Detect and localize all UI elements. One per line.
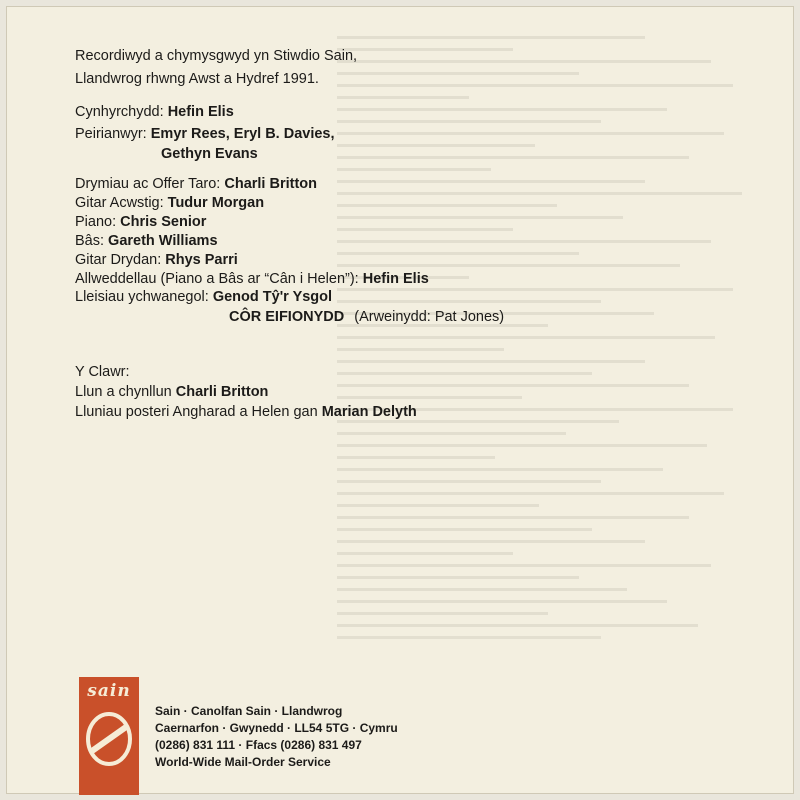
musician-credit xyxy=(75,251,429,269)
recording-line-1: Recordiwyd a chymysgwyd yn Stiwdio Sain, xyxy=(75,48,358,64)
vocals-name-1: Genod Tŷ'r Ysgol xyxy=(212,289,333,305)
musician-credits xyxy=(75,175,429,288)
recording-info xyxy=(75,47,357,88)
engineers-credit xyxy=(75,125,335,143)
musician-role: Gitar Acwstig: xyxy=(75,195,164,211)
address-line-1: Sain · Canolfan Sain · Llandwrog xyxy=(155,704,343,718)
engineers-credit-cont xyxy=(75,145,335,163)
vocal-credits xyxy=(75,288,504,326)
musician-credit xyxy=(75,232,429,250)
address-line-4: World-Wide Mail-Order Service xyxy=(155,755,331,769)
musician-name: Gareth Williams xyxy=(108,233,218,249)
musician-name: Hefin Elis xyxy=(362,271,429,287)
cover-photo-credit xyxy=(75,403,417,421)
sain-logo xyxy=(79,677,139,795)
cover-heading: Y Clawr: xyxy=(75,364,130,380)
engineers-label: Peirianwyr: xyxy=(75,126,147,142)
musician-credit xyxy=(75,175,429,193)
vocal-credit-2 xyxy=(75,308,504,326)
musician-credit xyxy=(75,270,429,288)
cover-credits xyxy=(75,363,417,421)
musician-name: Charli Britton xyxy=(224,176,317,192)
musician-role: Piano: xyxy=(75,214,117,230)
musician-name: Rhys Parri xyxy=(165,252,238,268)
address-line-3: (0286) 831 111 · Ffacs (0286) 831 497 xyxy=(155,738,362,752)
vocal-credit-1 xyxy=(75,288,504,306)
recording-line-2: Llandwrog rhwng Awst a Hydref 1991. xyxy=(75,71,319,87)
address-line-2: Caernarfon · Gwynedd · LL54 5TG · Cymru xyxy=(155,721,398,735)
producer-label: Cynhyrchydd: xyxy=(75,104,164,120)
logo-disc-icon xyxy=(84,709,134,769)
publisher-address xyxy=(155,703,398,771)
engineers-names-2: Gethyn Evans xyxy=(161,146,258,162)
vocals-label: Lleisiau ychwanegol: xyxy=(75,289,209,305)
booklet-page xyxy=(6,6,794,794)
vocals-conductor: (Arweinydd: Pat Jones) xyxy=(354,309,505,325)
producer-name: Hefin Elis xyxy=(167,104,234,120)
production-credits xyxy=(75,103,335,163)
producer-credit xyxy=(75,103,335,121)
musician-role: Gitar Drydan: xyxy=(75,252,162,268)
musician-credit xyxy=(75,194,429,212)
cover-design-name: Charli Britton xyxy=(175,384,269,400)
cover-design-label: Llun a chynllun xyxy=(75,384,172,400)
cover-design-credit xyxy=(75,383,417,401)
musician-name: Tudur Morgan xyxy=(167,195,265,211)
musician-role: Drymiau ac Offer Taro: xyxy=(75,176,221,192)
engineers-names-1: Emyr Rees, Eryl B. Davies, xyxy=(150,126,335,142)
logo-wordmark: sain xyxy=(87,681,131,701)
musician-credit xyxy=(75,213,429,231)
vocals-name-2: CÔR EIFIONYDD xyxy=(229,309,345,325)
cover-photo-name: Marian Delyth xyxy=(321,404,417,420)
musician-role: Allweddellau (Piano a Bâs ar “Cân i Helen”): xyxy=(75,271,359,287)
musician-name: Chris Senior xyxy=(120,214,207,230)
cover-photo-label: Lluniau posteri Angharad a Helen gan xyxy=(75,404,318,420)
musician-role: Bâs: xyxy=(75,233,105,249)
